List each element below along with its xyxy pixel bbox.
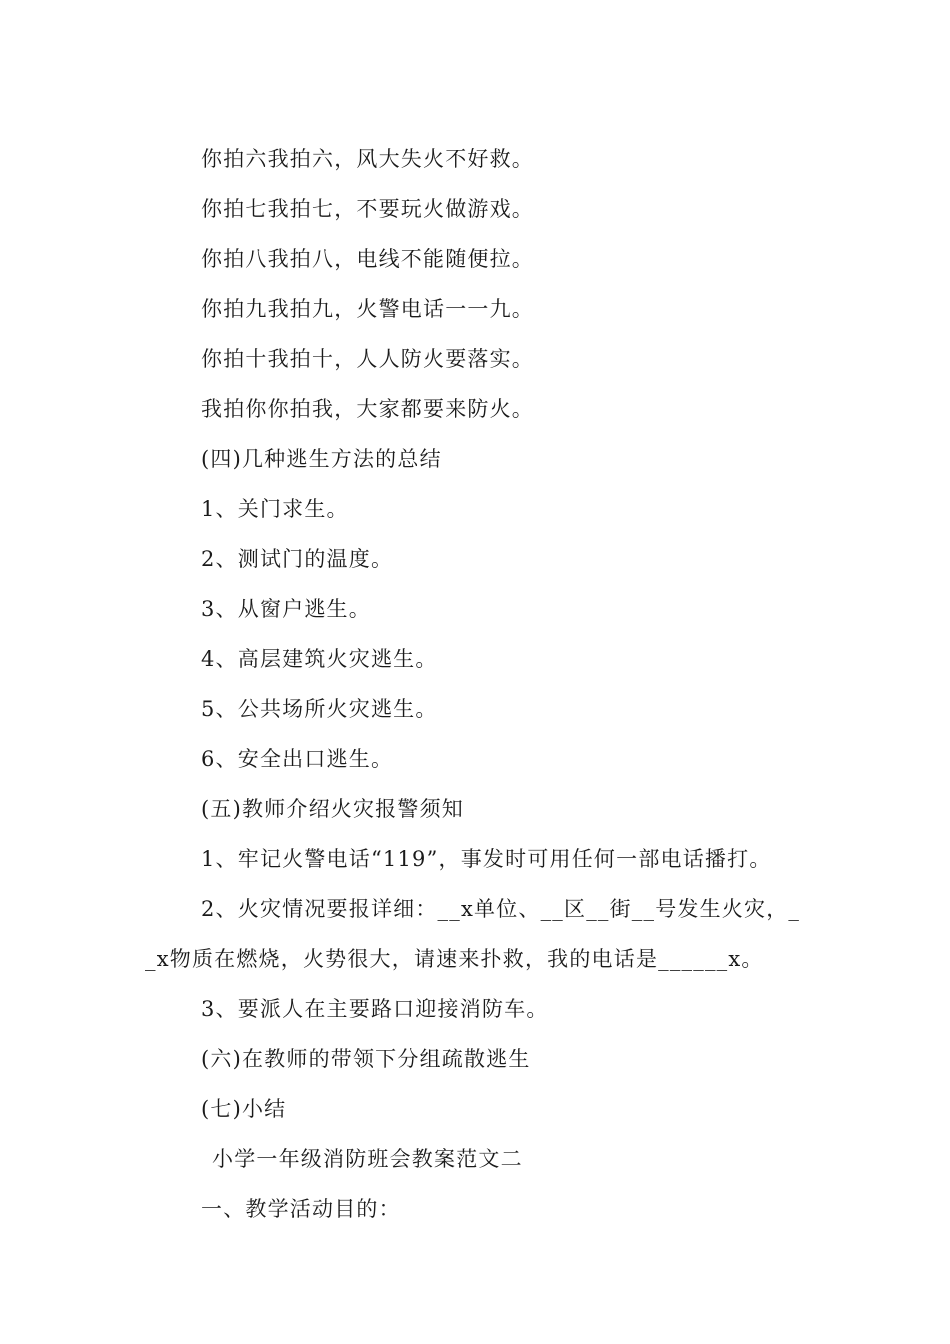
list-item: 6、安全出口逃生。 <box>201 747 394 771</box>
list-item: 2、测试门的温度。 <box>201 547 394 571</box>
list-item: 5、公共场所火灾逃生。 <box>201 697 438 721</box>
list-item: 1、牢记火警电话“119”，事发时可用任何一部电话播打。 <box>201 847 772 871</box>
rhyme-line-6: 你拍六我拍六，风大失火不好救。 <box>201 147 534 171</box>
list-item: 2、火灾情况要报详细：__x单位、__区__街__号发生火灾，_ <box>201 897 801 921</box>
document-body <box>145 134 810 1234</box>
list-item: 3、从窗户逃生。 <box>201 597 371 621</box>
section-heading-7: (七)小结 <box>201 1097 287 1121</box>
rhyme-line-8: 你拍八我拍八，电线不能随便拉。 <box>201 247 534 271</box>
section-heading-5: (五)教师介绍火灾报警须知 <box>201 797 464 821</box>
list-item-continuation: _x物质在燃烧，火势很大，请速来扑救，我的电话是______x。 <box>145 947 764 971</box>
rhyme-line-closing: 我拍你你拍我，大家都要来防火。 <box>201 397 534 421</box>
list-item: 1、关门求生。 <box>201 497 349 521</box>
document-subtitle: 小学一年级消防班会教案范文二 <box>212 1147 523 1171</box>
section-heading-1: 一、教学活动目的： <box>201 1197 401 1221</box>
section-heading-6: (六)在教师的带领下分组疏散逃生 <box>201 1047 531 1071</box>
rhyme-line-9: 你拍九我拍九，火警电话一一九。 <box>201 297 534 321</box>
list-item: 3、要派人在主要路口迎接消防车。 <box>201 997 549 1021</box>
rhyme-line-10: 你拍十我拍十，人人防火要落实。 <box>201 347 534 371</box>
section-heading-4: (四)几种逃生方法的总结 <box>201 447 442 471</box>
rhyme-line-7: 你拍七我拍七，不要玩火做游戏。 <box>201 197 534 221</box>
list-item: 4、高层建筑火灾逃生。 <box>201 647 438 671</box>
